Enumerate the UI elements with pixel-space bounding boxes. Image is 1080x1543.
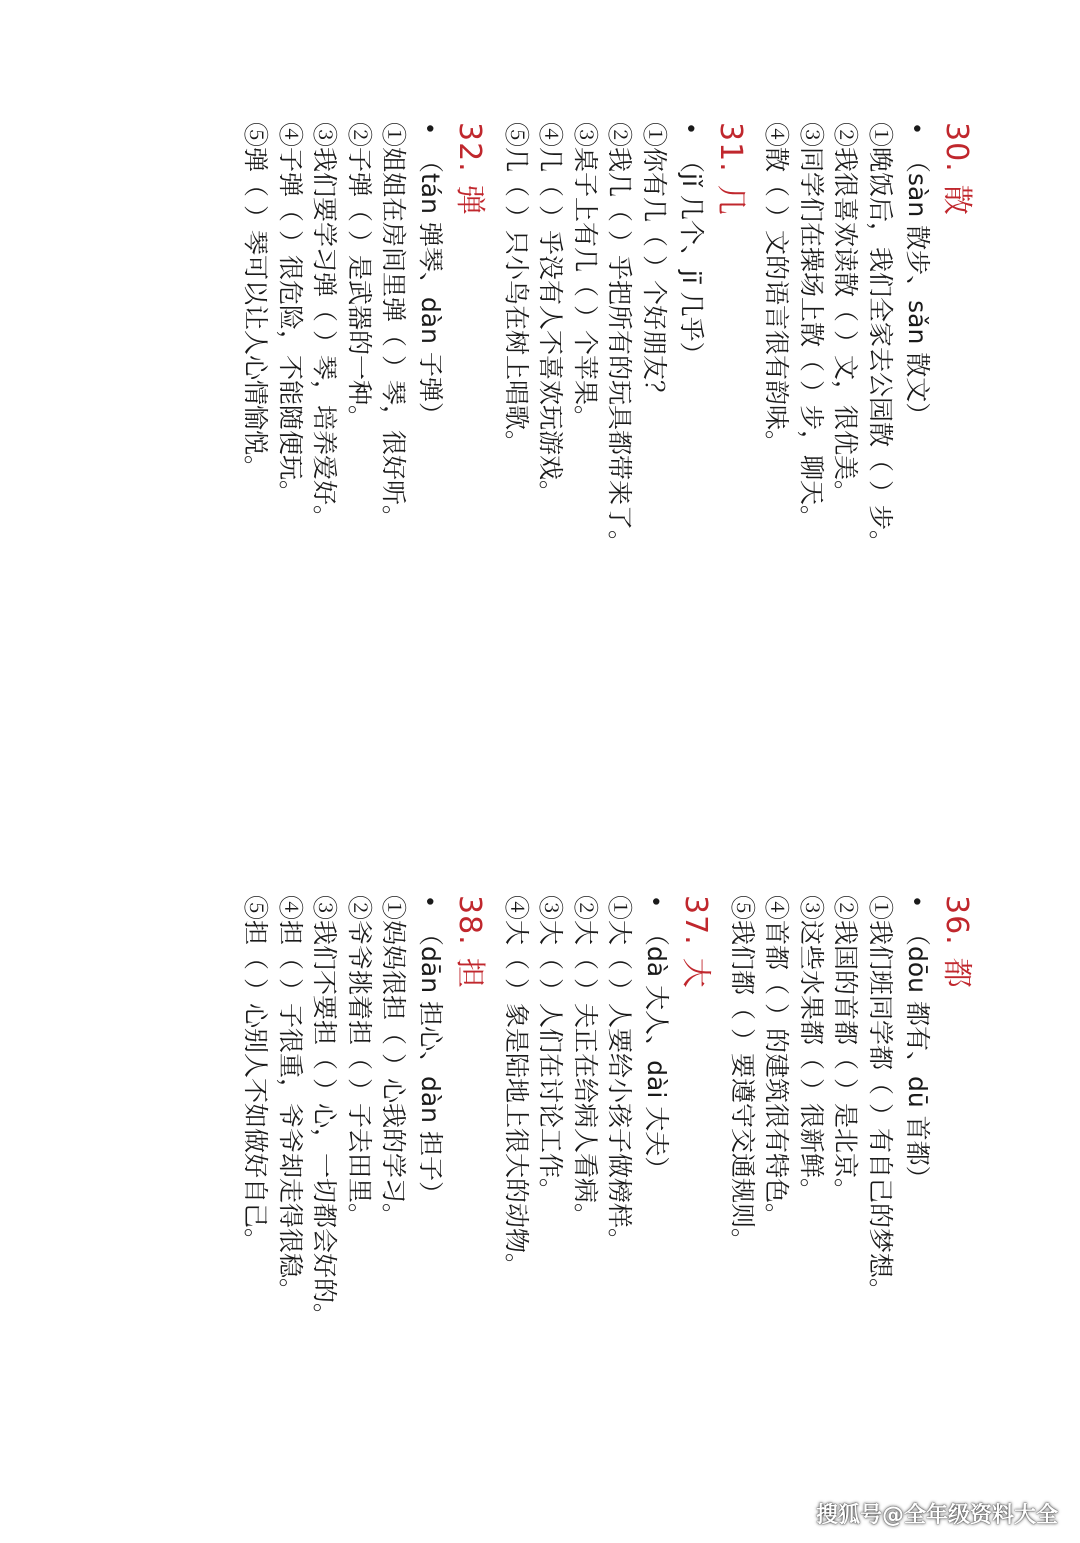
bullet-icon: • [903,895,928,908]
bullet-icon: • [642,895,668,908]
group-character: 都 [939,957,974,989]
sentence-item: ⑤担（ ）心别人不如做好自己。 [241,895,271,1253]
sentence-item: ⑤我们都（ ）要遵守交通规则。 [728,895,757,1253]
sentence-item: ④几（ ）乎没有人不喜欢玩游戏。 [536,122,566,505]
left-column [228,122,975,762]
group-heading [711,122,749,762]
group-character: 弹 [452,184,488,216]
pinyin-text: （jǐ 几个、jī 几乎） [677,148,706,367]
sentence-list [499,122,672,762]
sentence-list [238,895,411,1535]
bullet-icon: • [677,122,702,135]
pinyin-text: （dōu 都有、dū 首都） [903,921,932,1191]
pinyin-line [411,895,451,1535]
pinyin-text: （dà 大人、dài 大夫） [642,921,672,1182]
sentence-item: ①妈妈很担（ ）心我的学习。 [379,895,409,1228]
sentence-item: ②我国的首都（ ）是北京。 [831,895,861,1203]
sentence-item: ⑤几（ ）只小鸟在树上唱歌。 [502,122,531,455]
group-heading [937,895,975,1535]
sentence-item: ②子弹（ ）是武器的一种。 [345,122,374,430]
sentence-item: ⑤弹（ ）琴可以让人心情愉悦。 [241,122,271,480]
sentence-item: ③同学们在操场上散（ ）步，聊天。 [797,122,826,530]
sentence-item: ②我很喜欢读散（ ）文，很优美。 [831,122,861,505]
pinyin-text: （sàn 散步、sǎn 散文） [903,148,932,428]
pinyin-text: （dān 担心、dàn 担子） [416,921,446,1206]
sentence-item: ①大（ ）人要给小孩子做榜样。 [605,895,635,1253]
sentence-item: ③这些水果都（ ）很新鲜。 [797,895,826,1203]
sentence-list [725,895,898,1535]
group-character: 担 [452,957,488,989]
sentence-item: ④子弹（ ）很危险，不能随便玩。 [276,122,305,505]
group-number: 31. [713,122,748,173]
group-heading [937,122,975,762]
sentence-item: ②我几（ ）乎把所有的玩具都带来了。 [605,122,635,555]
sentence-item: ④散（ ）文的语言很有韵味。 [762,122,792,455]
pinyin-line [897,122,937,762]
sentence-item: ④大（ ）象是陆地上很大的动物。 [502,895,531,1278]
group-number: 37. [678,895,714,946]
polyphone-group [725,895,976,1535]
sentence-item: ②大（ ）夫正在给病人看病。 [571,895,600,1228]
sentence-item: ④首都（ ）的建筑很有特色。 [762,895,792,1228]
group-character: 散 [939,184,974,216]
polyphone-group [238,122,489,762]
sentence-item: ①姐姐在房间里弹（ ）琴，很好听。 [379,122,409,530]
right-column [228,895,975,1535]
pinyin-line [637,895,677,1535]
watermark-text: 搜狐号@全年级资料大全 [815,1503,1058,1528]
group-number: 38. [452,895,488,946]
sentence-list [759,122,897,762]
sentence-item: ③我们不要担（ ）心，一切都会好的。 [310,895,340,1328]
sentence-item: ①你有几（ ）个好朋友？ [640,122,669,405]
group-heading [451,895,489,1535]
pinyin-text: （tán 弹琴、dàn 子弹） [416,148,446,427]
group-number: 30. [939,122,974,173]
bullet-icon: • [416,122,442,135]
sentence-list [499,895,637,1535]
sentence-list [238,122,411,762]
polyphone-group [238,895,489,1535]
sentence-item: ①晚饭后，我们全家去公园散（ ）步。 [866,122,895,555]
sentence-item: ③我们要学习弹（ ）琴，培养爱好。 [310,122,340,530]
group-heading [677,895,715,1535]
pinyin-line [671,122,711,762]
sentence-item: ③大（ ）人们在讨论工作。 [536,895,566,1203]
polyphone-group [759,122,975,762]
bullet-icon: • [416,895,442,908]
polyphone-group [499,122,750,762]
pinyin-line [411,122,451,762]
group-number: 32. [452,122,488,173]
sentence-item: ②爷爷挑着担（ ）子去田里。 [345,895,374,1228]
sentence-item: ③桌子上有几（ ）个苹果。 [571,122,600,430]
bullet-icon: • [903,122,928,135]
group-character: 大 [678,957,714,989]
group-heading [451,122,489,762]
sentence-item: ①我们班同学都（ ）有自己的梦想。 [866,895,895,1303]
pinyin-line [897,895,937,1535]
group-number: 36. [939,895,974,946]
sentence-item: ④担（ ）子很重，爷爷却走得很稳。 [276,895,305,1303]
polyphone-group [499,895,715,1535]
group-character: 几 [713,184,748,216]
